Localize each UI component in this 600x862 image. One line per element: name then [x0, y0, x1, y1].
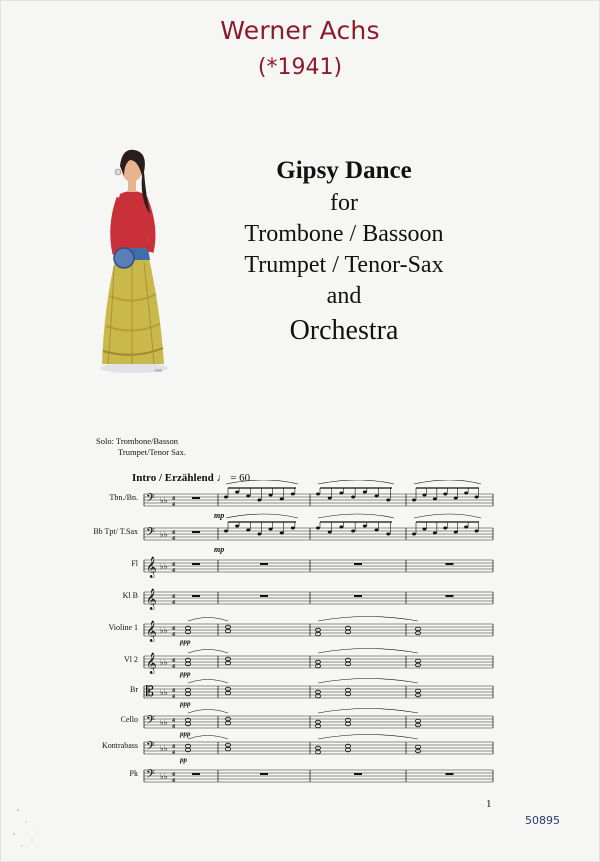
rest-icon: [192, 773, 200, 775]
time-signature: 4: [172, 562, 175, 568]
time-signature: 4: [172, 536, 175, 542]
solo-line-2: Trumpet/Tenor Sax.: [118, 447, 187, 457]
rest-icon: [446, 563, 454, 565]
title-and: and: [326, 283, 362, 309]
slur: [318, 617, 418, 622]
score-excerpt: [88, 480, 498, 790]
time-signature: 4: [172, 724, 175, 730]
slur: [318, 679, 418, 684]
note-head: [464, 492, 468, 495]
note-head: [339, 492, 343, 495]
composer-name: Werner Achs: [220, 16, 380, 45]
clef-icon: 𝄢: [146, 527, 156, 542]
instrument-label: Tbn./Bn.: [109, 493, 138, 502]
time-signature: 4: [172, 568, 175, 574]
slur: [318, 480, 394, 484]
instrument-label: Violine 1: [108, 623, 138, 632]
key-signature: ♭♭: [160, 658, 168, 667]
time-signature: 4: [172, 632, 175, 638]
note-head: [280, 498, 284, 501]
note-head: [464, 526, 468, 529]
clef-icon: 𝄞: [146, 621, 157, 641]
note-head: [351, 496, 355, 499]
clef-icon: 𝄢: [146, 741, 156, 756]
clef-icon: 𝄢: [146, 769, 156, 784]
note-head: [375, 495, 379, 498]
slur: [414, 480, 481, 484]
metronome-mark: = 60: [230, 472, 251, 484]
clef-icon: 𝄢: [146, 493, 156, 508]
dynamic-mp: mp: [214, 545, 225, 554]
instrument-label: Bb Tpt/ T.Sax: [93, 527, 138, 536]
solo-line-1: Solo: Trombone/Basson: [96, 436, 178, 446]
time-signature: 4: [172, 694, 175, 700]
note-head: [412, 533, 416, 536]
time-signature: 4: [172, 658, 175, 664]
dynamic-ppp: ppp: [180, 670, 191, 678]
dynamic-mp: mp: [214, 511, 225, 520]
note-head: [224, 530, 228, 533]
key-signature: ♭♭: [160, 626, 168, 635]
tempo-text: Intro / Erzählend: [132, 472, 214, 484]
title-for: for: [330, 190, 358, 216]
note-head: [269, 528, 273, 531]
rest-icon: [446, 595, 454, 597]
slur: [318, 514, 394, 518]
time-signature: 4: [172, 530, 175, 536]
tie: [188, 680, 228, 684]
key-signature: ♭♭: [160, 688, 168, 697]
note-head: [339, 526, 343, 529]
note-head: [454, 531, 458, 534]
paper-specks: [8, 790, 68, 850]
tie: [188, 650, 228, 654]
dynamic-ppp: ppp: [180, 700, 191, 708]
clef-icon: 𝄞: [146, 557, 157, 577]
time-signature: 4: [172, 744, 175, 750]
note-head: [246, 529, 250, 532]
piece-title: Gipsy Dance: [276, 157, 412, 184]
instrument-label: Vl 2: [124, 655, 138, 664]
clef-icon: 𝄡: [146, 685, 154, 700]
time-signature: 4: [172, 688, 175, 694]
note-head: [454, 497, 458, 500]
dancer-illustration: [94, 136, 174, 376]
note-head: [246, 495, 250, 498]
time-signature: 4: [172, 502, 175, 508]
note-head: [224, 496, 228, 499]
rest-icon: [354, 595, 362, 597]
dynamic-ppp: ppp: [180, 638, 191, 646]
instrument-label: Kl B: [122, 591, 138, 600]
slur: [414, 514, 481, 518]
rest-icon: [354, 773, 362, 775]
note-head: [386, 499, 390, 502]
time-signature: 4: [172, 626, 175, 632]
key-signature: ♭♭: [160, 496, 168, 505]
key-signature: ♭♭: [160, 718, 168, 727]
note-head: [316, 493, 320, 496]
rest-icon: [192, 595, 200, 597]
time-signature: 4: [172, 718, 175, 724]
time-signature: 4: [172, 594, 175, 600]
time-signature: 4: [172, 600, 175, 606]
note-head: [363, 491, 367, 494]
rest-icon: [354, 563, 362, 565]
key-signature: ♭♭: [160, 744, 168, 753]
note-head: [351, 530, 355, 533]
time-signature: 4: [172, 772, 175, 778]
note-head: [257, 533, 261, 536]
instrument-label: Fl: [131, 559, 138, 568]
dynamic-ppp: pp: [180, 756, 187, 764]
note-head: [235, 525, 239, 528]
note-head: [257, 499, 261, 502]
time-signature: 4: [172, 496, 175, 502]
slur: [226, 480, 298, 484]
note-head: [291, 527, 295, 530]
note-head: [412, 499, 416, 502]
slur: [318, 649, 418, 654]
note-head: [316, 527, 320, 530]
composer-years: (*1941): [257, 55, 343, 80]
note-head: [235, 491, 239, 494]
rest-icon: [260, 563, 268, 565]
catalog-number: 50895: [525, 814, 560, 827]
note-head: [291, 493, 295, 496]
note-head: [386, 533, 390, 536]
time-signature: 4: [172, 750, 175, 756]
tie: [188, 710, 228, 714]
tie: [188, 618, 228, 622]
key-signature: ♭♭: [160, 530, 168, 539]
title-instruments-1: Trombone / Bassoon: [244, 221, 444, 247]
tie: [188, 736, 228, 740]
svg-text:1998: 1998: [154, 368, 162, 373]
time-signature: 4: [172, 664, 175, 670]
title-block: [194, 154, 494, 350]
note-head: [443, 527, 447, 530]
note-head: [422, 494, 426, 497]
clef-icon: 𝄞: [146, 653, 157, 673]
note-head: [328, 531, 332, 534]
rest-icon: [260, 773, 268, 775]
note-head: [443, 493, 447, 496]
instrument-label: Kontrabass: [102, 741, 138, 750]
clef-icon: 𝄞: [146, 589, 157, 609]
rest-icon: [192, 563, 200, 565]
dynamic-ppp: ppp: [180, 730, 191, 738]
instrument-label: Br: [130, 685, 138, 694]
title-instruments-2: Trumpet / Tenor-Sax: [244, 252, 444, 278]
note-head: [433, 532, 437, 535]
note-head: [328, 497, 332, 500]
instrument-label: Cello: [120, 715, 138, 724]
time-signature: 4: [172, 778, 175, 784]
rest-icon: [260, 595, 268, 597]
key-signature: ♭♭: [160, 772, 168, 781]
title-orchestra: Orchestra: [289, 315, 399, 346]
clef-icon: 𝄢: [146, 715, 156, 730]
note-head: [363, 525, 367, 528]
slur: [318, 735, 418, 740]
slur: [318, 709, 418, 714]
note-head: [422, 528, 426, 531]
note-head: [375, 529, 379, 532]
note-head: [280, 532, 284, 535]
key-signature: ♭♭: [160, 562, 168, 571]
note-head: [269, 494, 273, 497]
quarter-note-icon: ♩: [216, 472, 228, 484]
note-head: [475, 496, 479, 499]
rest-icon: [446, 773, 454, 775]
rest-icon: [192, 531, 200, 533]
slur: [226, 514, 298, 518]
rest-icon: [192, 497, 200, 499]
instrument-label: Pk: [129, 769, 138, 778]
solo-label: [96, 436, 186, 458]
note-head: [475, 530, 479, 533]
page-number: 1: [486, 798, 492, 810]
note-head: [433, 498, 437, 501]
